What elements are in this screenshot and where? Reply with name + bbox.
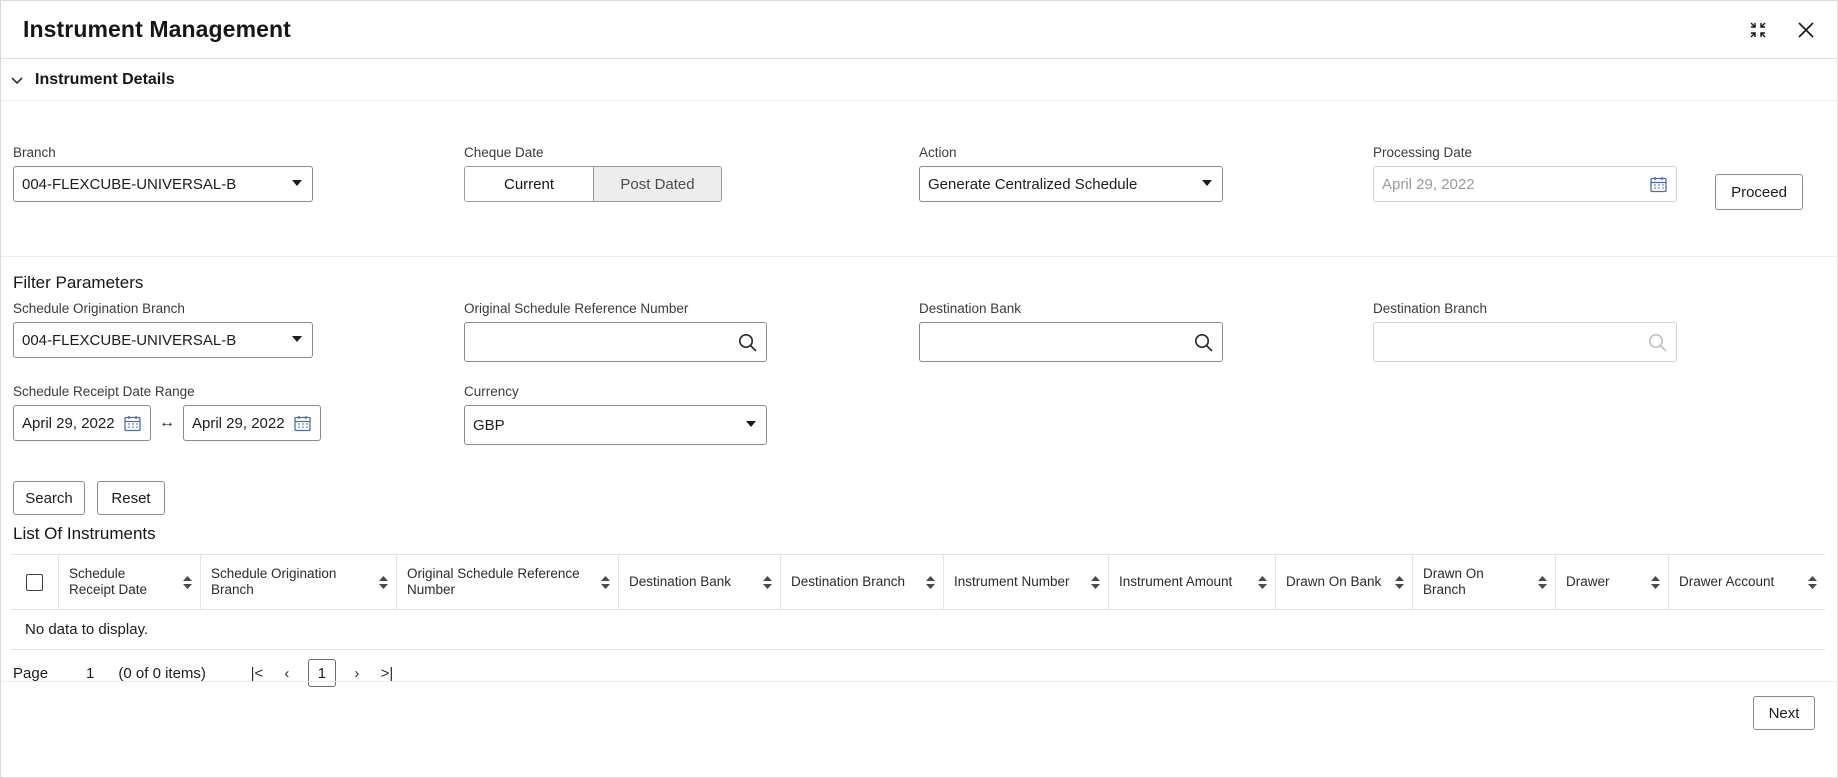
schedule-receipt-date-to-value: April 29, 2022 [192,414,285,432]
column-label: Destination Bank [629,574,732,589]
column-label: Original Schedule Reference Number [407,566,580,597]
date-range-separator-icon: ↔ [159,414,175,431]
action-field [919,145,1223,202]
processing-date-input[interactable] [1373,166,1677,202]
sort-icon[interactable] [1807,576,1817,589]
filter-actions [13,481,165,515]
currency-select[interactable] [464,405,767,445]
processing-date-field [1373,145,1677,202]
column-label: Destination Branch [791,574,906,589]
sort-icon[interactable] [1537,576,1547,589]
instruments-table [1,554,1837,650]
action-select[interactable] [919,166,1223,202]
pagination-page-number: 1 [86,664,95,682]
schedule-receipt-date-from-value: April 29, 2022 [22,414,115,432]
branch-value: 004-FLEXCUBE-UNIVERSAL-B [22,175,237,193]
column-instrument-amount[interactable] [1109,555,1276,609]
column-destination-branch[interactable] [781,555,944,609]
sort-icon[interactable] [1257,576,1267,589]
section-title: Instrument Details [35,70,175,88]
schedule-receipt-date-range-field [13,384,321,441]
reset-button[interactable]: Reset [97,481,165,515]
column-drawn-on-bank[interactable] [1276,555,1413,609]
pagination-page-label: Page [13,664,49,682]
column-label: Schedule Receipt Date [69,566,148,597]
sort-icon[interactable] [1650,576,1660,589]
schedule-origination-branch-field [13,301,313,358]
select-all-cell [11,555,59,609]
sort-icon[interactable] [378,576,388,589]
schedule-origination-branch-select[interactable] [13,322,313,358]
schedule-receipt-date-range-label: Schedule Receipt Date Range [13,384,195,399]
empty-state-message: No data to display. [11,609,1825,649]
pagination-next-button[interactable]: › [354,664,360,682]
search-icon[interactable] [1647,332,1668,353]
column-label: Drawer Account [1679,574,1775,589]
column-destination-bank[interactable] [619,555,781,609]
pagination-current-page[interactable]: 1 [308,659,336,687]
destination-branch-field [1373,301,1677,362]
calendar-icon[interactable] [123,414,142,433]
schedule-origination-branch-value: 004-FLEXCUBE-UNIVERSAL-B [22,331,237,349]
branch-select[interactable] [13,166,313,202]
calendar-icon[interactable] [1649,175,1668,194]
column-drawer-account[interactable] [1669,555,1825,609]
pagination-last-button[interactable]: >| [380,664,394,682]
processing-date-label: Processing Date [1373,145,1473,160]
footer-bar [1,681,1837,777]
instrument-details-section-header[interactable] [1,59,1837,101]
column-drawn-on-branch[interactable] [1413,555,1556,609]
page-title: Instrument Management [23,16,291,42]
cheque-date-label: Cheque Date [464,145,544,160]
calendar-icon[interactable] [293,414,312,433]
column-schedule-origination-branch[interactable] [201,555,397,609]
collapse-icon[interactable] [1745,17,1771,43]
schedule-receipt-date-from-input[interactable] [13,405,151,441]
proceed-button-wrap [1715,174,1803,210]
destination-bank-label: Destination Bank [919,301,1022,316]
list-title [13,524,156,544]
schedule-origination-branch-label: Schedule Origination Branch [13,301,185,316]
destination-branch-input[interactable] [1373,322,1677,362]
search-button[interactable]: Search [13,481,85,515]
branch-field [13,145,313,202]
schedule-receipt-date-to-input[interactable] [183,405,321,441]
chevron-down-icon[interactable] [9,72,25,88]
sort-icon[interactable] [762,576,772,589]
table-header-row [11,555,1825,609]
next-button[interactable]: Next [1753,696,1815,730]
column-label: Drawn On Branch [1423,566,1484,597]
sort-icon[interactable] [1090,576,1100,589]
chevron-down-icon [744,416,758,434]
window-controls [1745,17,1819,43]
currency-field [464,384,767,445]
sort-icon[interactable] [182,576,192,589]
column-instrument-number[interactable] [944,555,1109,609]
select-all-checkbox[interactable] [26,574,43,591]
column-label: Drawn On Bank [1286,574,1382,589]
column-schedule-receipt-date[interactable] [59,555,201,609]
pagination-prev-button[interactable]: ‹ [284,664,290,682]
cheque-date-option-current[interactable]: Current [465,167,593,201]
pagination-first-button[interactable]: |< [250,664,264,682]
destination-bank-field [919,301,1223,362]
original-schedule-reference-number-label: Original Schedule Reference Number [464,301,689,316]
original-schedule-reference-number-field [464,301,767,362]
section-divider [1,256,1837,257]
processing-date-value: April 29, 2022 [1382,175,1475,193]
list-title-text: List Of Instruments [13,524,156,543]
chevron-down-icon [290,175,304,193]
column-label: Instrument Amount [1119,574,1233,589]
filter-title-text: Filter Parameters [13,273,144,292]
column-drawer[interactable] [1556,555,1669,609]
search-icon[interactable] [1193,332,1214,353]
currency-value: GBP [473,416,505,434]
branch-label: Branch [13,145,56,160]
chevron-down-icon [1200,175,1214,193]
form-body [1,101,1837,777]
sort-icon[interactable] [1394,576,1404,589]
chevron-down-icon [290,331,304,349]
destination-branch-label: Destination Branch [1373,301,1488,316]
column-label: Drawer [1566,574,1610,589]
destination-bank-input[interactable] [919,322,1223,362]
proceed-button[interactable]: Proceed [1715,174,1803,210]
column-label: Instrument Number [954,574,1070,589]
column-label: Schedule Origination Branch [211,566,337,597]
cheque-date-option-post-dated[interactable]: Post Dated [593,167,721,201]
action-value: Generate Centralized Schedule [928,175,1138,193]
original-schedule-reference-number-input[interactable] [464,322,767,362]
cheque-date-toggle[interactable] [464,166,722,202]
pagination-items-count: (0 of 0 items) [118,664,206,682]
column-original-schedule-reference-number[interactable] [397,555,619,609]
close-icon[interactable] [1793,17,1819,43]
sort-icon[interactable] [600,576,610,589]
sort-icon[interactable] [925,576,935,589]
action-label: Action [919,145,957,160]
filter-parameters-title [13,273,143,293]
window-titlebar [1,1,1837,59]
cheque-date-field [464,145,722,202]
search-icon[interactable] [737,332,758,353]
currency-label: Currency [464,384,519,399]
